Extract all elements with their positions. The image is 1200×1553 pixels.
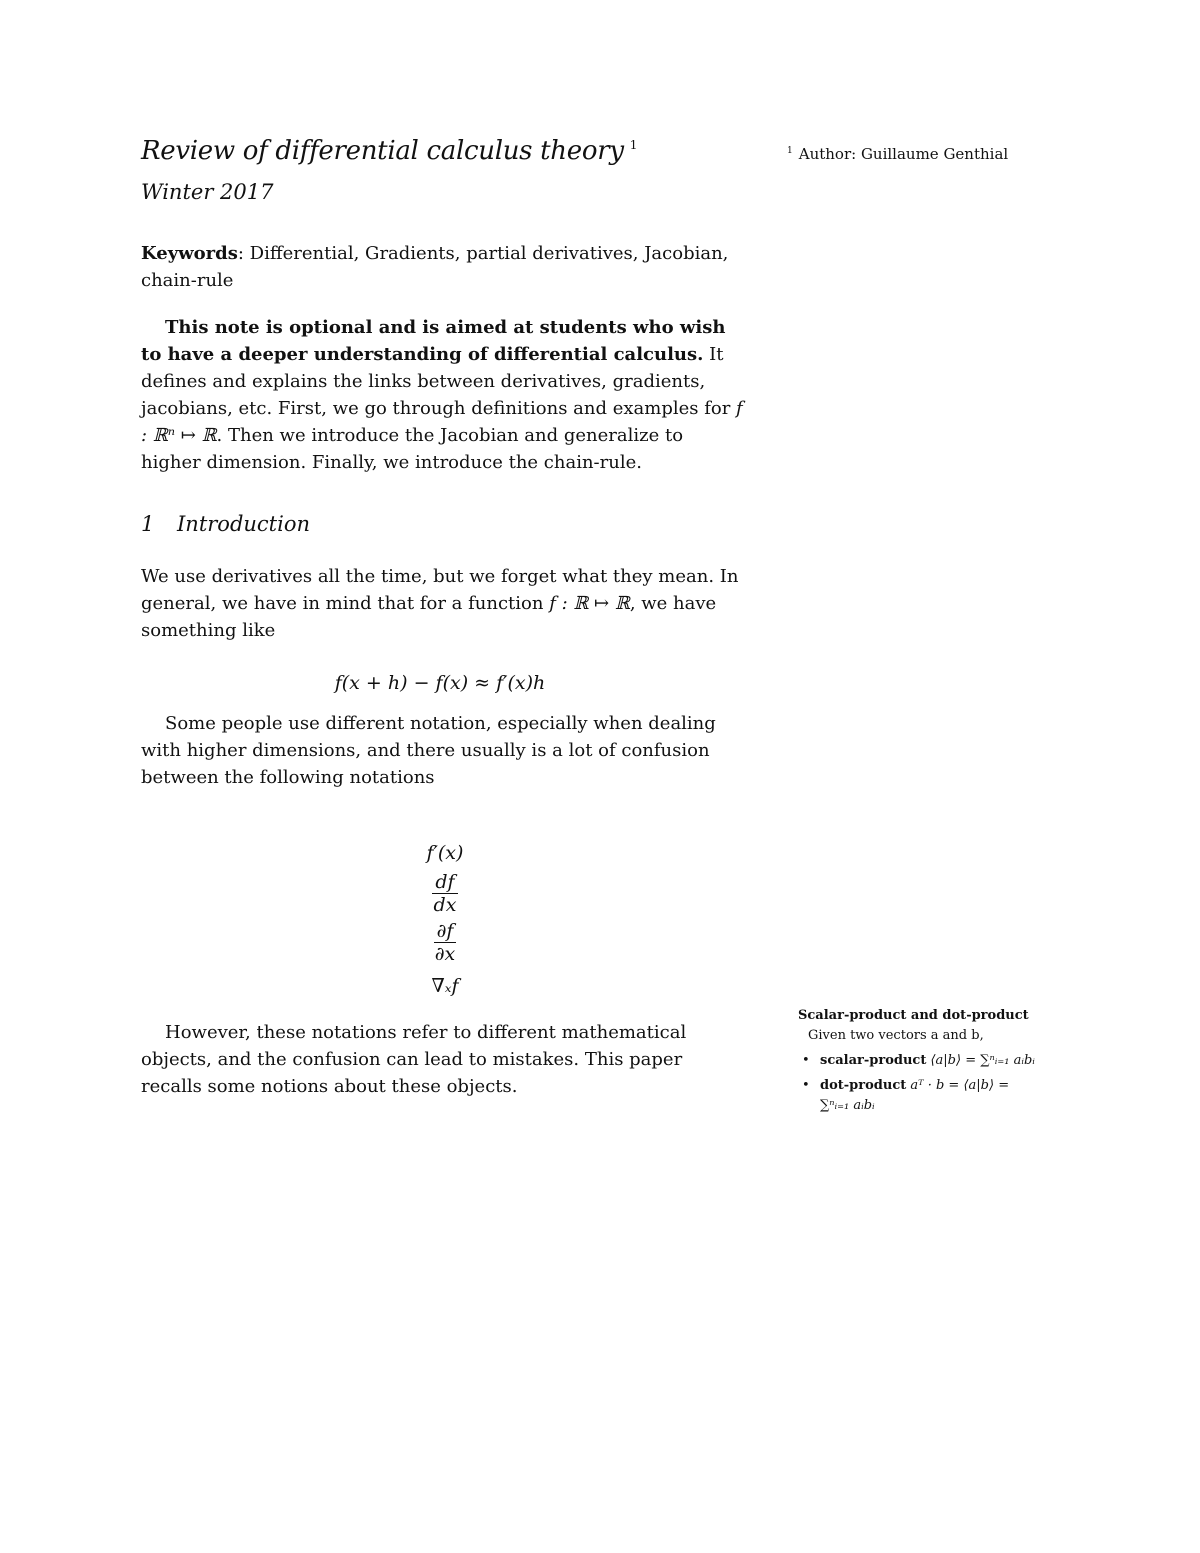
margin-note — [798, 1006, 1038, 1116]
fraction-partial-denominator: ∂x — [434, 943, 456, 965]
notation-list — [400, 840, 490, 1000]
notation-nabla: ∇ₓf — [431, 975, 459, 997]
intro-paragraph-2: Some people use different notation, especially when dealing with higher dimensions, and there usually is a lot of confusion between the following notations — [141, 713, 716, 788]
section-title: Introduction — [177, 512, 310, 536]
footnote-mark: 1 — [629, 138, 638, 153]
title-text: Review of differential calculus theory — [141, 136, 624, 166]
footnote-text: Author: Guillaume Genthial — [798, 145, 1009, 163]
item-label: dot-product — [820, 1078, 907, 1093]
abstract-text-2: . Then we introduce the Jacobian and generalize to higher dimension. Finally, we introduce the chain-rule. — [141, 425, 684, 473]
intro-p1-math: f : ℝ ↦ ℝ — [549, 593, 630, 614]
fraction-d-numerator: df — [432, 871, 457, 894]
intro-paragraph-1 — [141, 563, 744, 644]
bullet-icon: • — [802, 1053, 810, 1068]
equation-approximation: f(x + h) − f(x) ≈ f′(x)h — [334, 672, 546, 694]
keywords-text: : Differential, Gradients, partial derivatives, Jacobian, chain-rule — [141, 243, 729, 291]
intro-paragraph-3: However, these notations refer to different mathematical objects, and the confusion can lead to mistakes. This paper recalls some notions about these objects. — [141, 1022, 687, 1097]
bullet-icon: • — [802, 1078, 810, 1093]
margin-note-title: Scalar-product and dot-product — [798, 1008, 1029, 1023]
notation-partial — [400, 916, 490, 965]
footnote-mark-margin: 1 — [787, 146, 793, 156]
abstract-math: f : ℝⁿ ↦ ℝ — [141, 398, 743, 446]
fraction-d-denominator: dx — [433, 894, 457, 916]
section-number: 1 — [141, 512, 155, 536]
list-item — [798, 1051, 1038, 1071]
margin-note-intro: Given two vectors a and b, — [808, 1028, 984, 1043]
section-heading — [141, 512, 310, 536]
item-math: ⟨a|b⟩ = ∑ⁿᵢ₌₁ aᵢbᵢ — [930, 1053, 1035, 1068]
intro-p1-a: We use derivatives all the time, but we forget what they mean. In general, we have in mind that for a function — [141, 566, 739, 614]
abstract-paragraph — [141, 314, 744, 476]
intro-p1-b: , we have something like — [141, 593, 717, 641]
fraction-d — [432, 871, 457, 916]
paper-subtitle: Winter 2017 — [141, 180, 274, 204]
fraction-partial — [434, 920, 457, 965]
fraction-partial-numerator: ∂f — [434, 920, 457, 943]
abstract-bold: This note is optional and is aimed at students who wish to have a deeper understanding of differential calculus. — [141, 317, 726, 365]
margin-note-list — [798, 1051, 1038, 1116]
keywords-paragraph — [141, 240, 744, 294]
item-math: aᵀ · b = ⟨a|b⟩ = ∑ⁿᵢ₌₁ aᵢbᵢ — [820, 1078, 1010, 1113]
notation-prime: f′(x) — [426, 842, 464, 864]
author-footnote — [787, 145, 1008, 163]
abstract-text-1: It defines and explains the links between derivatives, gradients, jacobians, etc. First, we go through definitions and examples for — [141, 344, 737, 419]
keywords-label: Keywords — [141, 243, 238, 264]
notation-leibniz — [400, 867, 490, 916]
paper-title — [141, 136, 637, 166]
item-label: scalar-product — [820, 1053, 927, 1068]
list-item — [798, 1076, 1038, 1116]
